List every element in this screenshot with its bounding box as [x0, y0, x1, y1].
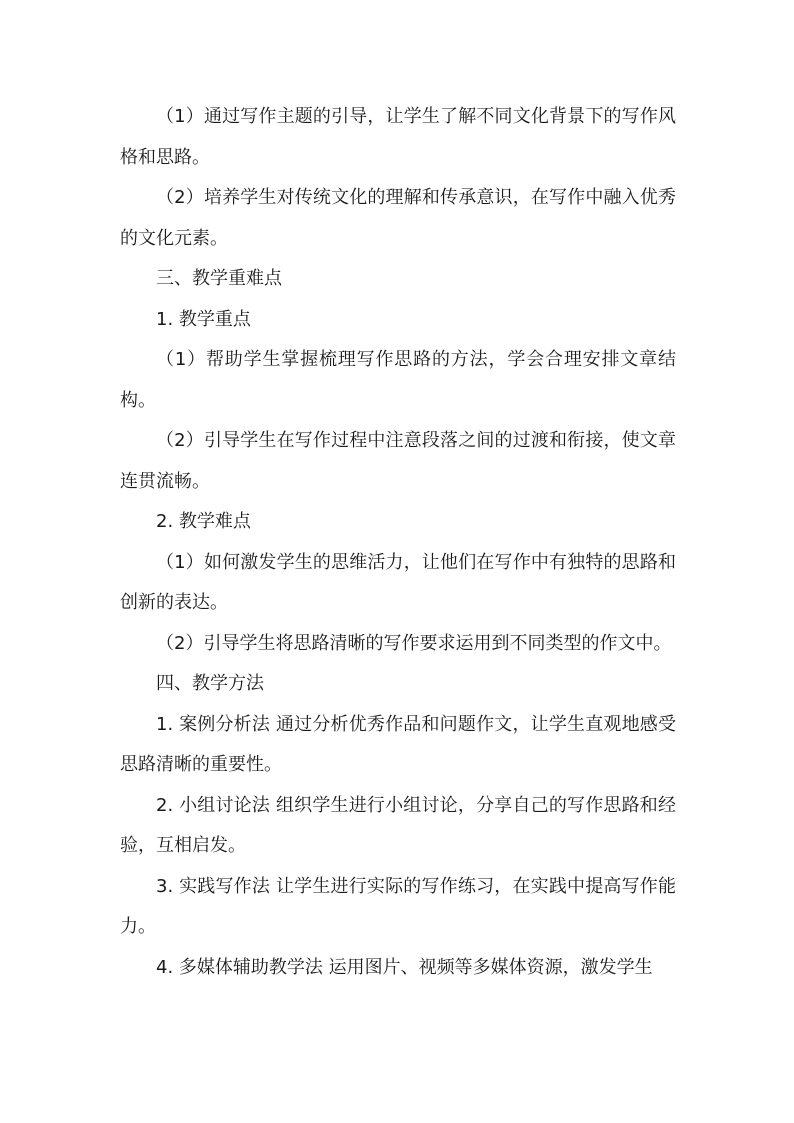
paragraph-method-case-analysis: 1. 案例分析法 通过分析优秀作品和问题作文，让学生直观地感受思路清晰的重要性。: [120, 713, 676, 775]
paragraph-key-point-1: （1）帮助学生掌握梳理写作思路的方法，学会合理安排文章结构。: [120, 349, 676, 411]
paragraph-key-point-2: （2）引导学生在写作过程中注意段落之间的过渡和衔接，使文章连贯流畅。: [120, 430, 676, 492]
paragraph-difficult-point-2: （2）引导学生将思路清晰的写作要求运用到不同类型的作文中。: [156, 632, 672, 654]
subheading-key-points: 1. 教学重点: [156, 308, 251, 330]
paragraph-objective-1: （1）通过写作主题的引导，让学生了解不同文化背景下的写作风格和思路。: [120, 106, 676, 168]
paragraph-difficult-point-1: （1）如何激发学生的思维活力，让他们在写作中有独特的思路和创新的表达。: [120, 551, 676, 613]
paragraph-method-practice-writing: 3. 实践写作法 让学生进行实际的写作练习，在实践中提高写作能力。: [120, 875, 676, 937]
section-heading-key-difficult-points: 三、教学重难点: [156, 268, 282, 289]
paragraph-method-multimedia: 4. 多媒体辅助教学法 运用图片、视频等多媒体资源，激发学生: [156, 956, 653, 978]
paragraph-method-group-discussion: 2. 小组讨论法 组织学生进行小组讨论，分享自己的写作思路和经验，互相启发。: [120, 794, 676, 856]
subheading-difficult-points: 2. 教学难点: [156, 511, 251, 532]
section-heading-teaching-methods: 四、教学方法: [156, 673, 264, 694]
paragraph-objective-2: （2）培养学生对传统文化的理解和传承意识，在写作中融入优秀的文化元素。: [120, 187, 676, 249]
document-body: [120, 97, 676, 988]
